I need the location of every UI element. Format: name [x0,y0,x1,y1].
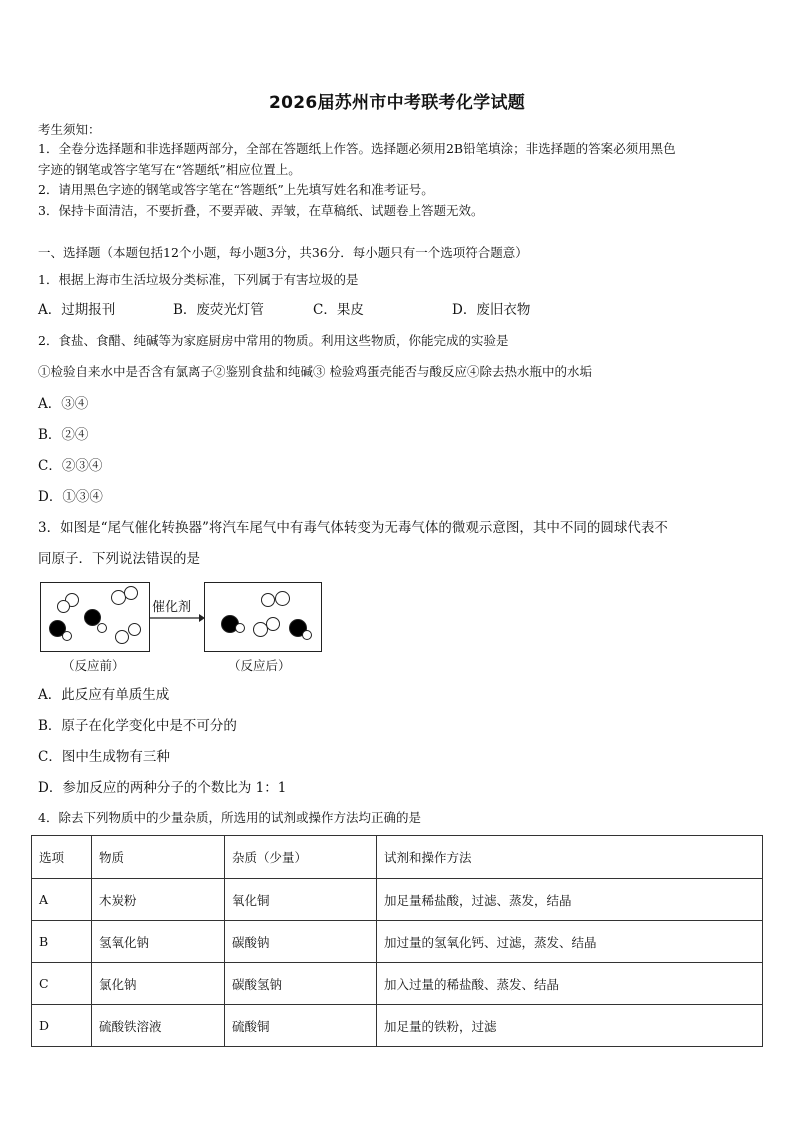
question-4-stem: 4．除去下列物质中的少量杂质，所选用的试剂或操作方法均正确的是 [38,810,421,825]
question-2-sub: ①检验自来水中是否含有氯离子②鉴别食盐和纯碱③ 检验鸡蛋壳能否与酸反应④除去热水瓶中的水垢 [38,364,592,379]
notice-item-1: 1．全卷分选择题和非选择题两部分，全部在答题纸上作答。选择题必须用2B铅笔填涂；非选择题的答案必须用黑色 [38,141,676,156]
table-row [32,963,763,1005]
white-atom [115,630,129,644]
table-cell: 木炭粉 [92,879,225,921]
table-cell: 加足量稀盐酸，过滤、蒸发，结晶 [377,879,763,921]
catalyst-label: 催化剂 [152,600,192,615]
q1-option-d: D．废旧衣物 [452,302,531,318]
table-cell: 碳酸氢钠 [225,963,377,1005]
white-atom [235,623,245,633]
table-cell: 碳酸钠 [225,921,377,963]
q2-option-c: C．②③④ [38,458,103,474]
q2-option-b: B．②④ [38,427,89,443]
table-cell: 硫酸铜 [225,1005,377,1047]
notice-header: 考生须知： [38,122,101,137]
q3-option-a: A．此反应有单质生成 [38,687,170,703]
table-cell: C [32,963,92,1005]
q3-option-c: C．图中生成物有三种 [38,749,170,765]
q2-option-d: D．①③④ [38,489,103,505]
table-cell: 氧化铜 [225,879,377,921]
table-row [32,879,763,921]
table-cell: 加足量的铁粉，过滤 [377,1005,763,1047]
q1-option-b: B．废荧光灯管 [173,302,264,318]
reaction-arrow-icon [149,612,205,624]
table-header: 物质 [92,836,225,879]
before-label: （反应前） [62,658,125,673]
table-cell: 氢氧化钠 [92,921,225,963]
section-heading: 一、选择题（本题包括12个小题，每小题3分，共36分．每小题只有一个选项符合题意） [38,245,528,260]
white-atom [62,631,72,641]
table-header: 试剂和操作方法 [377,836,763,879]
after-box [204,582,322,652]
white-atom [57,600,70,613]
page-title: 2026届苏州市中考联考化学试题 [268,93,526,113]
after-label: （反应后） [228,658,291,673]
white-atom [261,593,275,607]
question-3-stem-cont: 同原子．下列说法错误的是 [38,551,200,567]
white-atom [302,630,312,640]
notice-item-2: 2．请用黑色字迹的钢笔或答字笔在“答题纸”上先填写姓名和准考证号。 [38,182,434,197]
q3-option-b: B．原子在化学变化中是不可分的 [38,718,237,734]
table-header: 杂质（少量） [225,836,377,879]
table-row [32,921,763,963]
white-atom [124,586,138,600]
q1-option-c: C．果皮 [313,302,364,318]
table-cell: B [32,921,92,963]
white-atom [128,623,141,636]
q3-option-d: D．参加反应的两种分子的个数比为 1：1 [38,780,287,796]
table-cell: 加入过量的稀盐酸、蒸发、结晶 [377,963,763,1005]
table-cell: A [32,879,92,921]
q1-option-a: A．过期报刊 [38,302,116,318]
table-header: 选项 [32,836,92,879]
table-header-row [32,836,763,879]
white-atom [275,591,290,606]
question-1-stem: 1．根据上海市生活垃圾分类标准，下列属于有害垃圾的是 [38,272,359,287]
options-table [31,835,763,1047]
before-box [40,582,150,652]
table-cell: 氯化钠 [92,963,225,1005]
q2-option-a: A．③④ [38,396,89,412]
table-cell: D [32,1005,92,1047]
question-2-stem: 2．食盐、食醋、纯碱等为家庭厨房中常用的物质。利用这些物质，你能完成的实验是 [38,333,509,348]
table-cell: 加过量的氢氧化钙、过滤，蒸发、结晶 [377,921,763,963]
white-atom [266,617,280,631]
table-cell: 硫酸铁溶液 [92,1005,225,1047]
question-3-stem: 3．如图是“尾气催化转换器”将汽车尾气中有毒气体转变为无毒气体的微观示意图，其中不同的圆球代表不 [38,520,668,536]
table-row [32,1005,763,1047]
notice-item-3: 3．保持卡面清洁，不要折叠，不要弄破、弄皱，在草稿纸、试题卷上答题无效。 [38,203,484,218]
notice-item-1-cont: 字迹的钢笔或答字笔写在“答题纸”相应位置上。 [38,162,301,177]
white-atom [97,623,107,633]
